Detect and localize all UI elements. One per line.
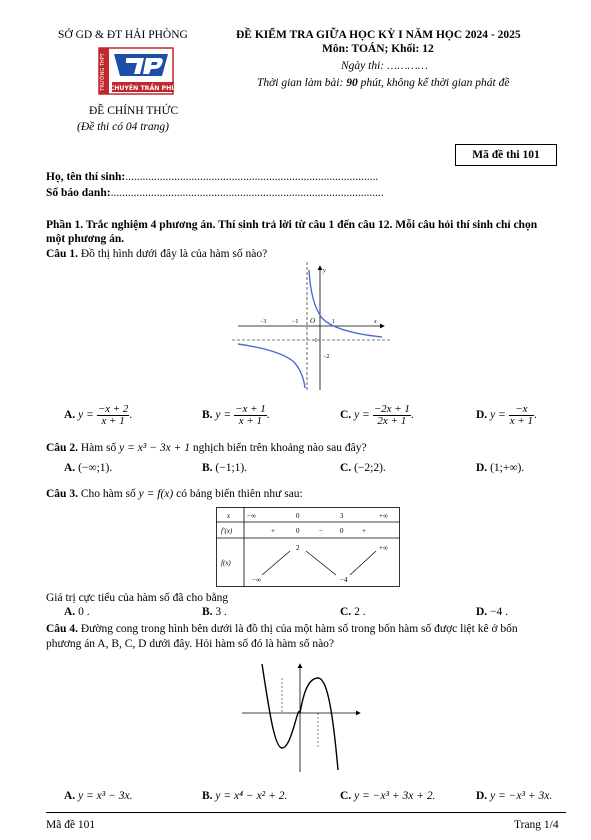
time-line: Thời gian làm bài: 90 phút, không kể thời gian phát đề — [257, 77, 510, 89]
q1-curve-left — [238, 344, 305, 388]
footer-code: Mã đề 101 — [46, 819, 96, 831]
q2-option-b[interactable]: B. (−1;1). — [202, 462, 248, 474]
q1-option-a[interactable]: A. y = $\frac{-x + 2}{x + 1}$ . — [64, 403, 133, 427]
q2-text: Câu 2. Hàm số y = x³ − 3x + 1 nghịch biến trên khoảng nào sau đây? — [46, 442, 367, 454]
q1-tick-neg2: −2 — [323, 354, 330, 360]
bbt-x-neg-inf: −∞ — [247, 512, 256, 520]
q4-option-d[interactable]: D. y = −x³ + 3x. — [476, 790, 553, 802]
q4-graph — [240, 662, 364, 774]
bbt-arrow-up-1 — [262, 551, 290, 575]
exam-code-box: Mã đề thi 101 — [455, 144, 557, 166]
q1-y-label: y — [323, 268, 326, 274]
q2-option-c[interactable]: C. (−2;2). — [340, 462, 386, 474]
q3-option-b[interactable]: B. 3 . — [202, 606, 227, 618]
exam-date: Ngày thi: ………… — [341, 60, 428, 72]
candidate-name-line: Họ, tên thí sinh:........................................................................................ — [46, 171, 379, 183]
subject-line: Môn: TOÁN; Khối: 12 — [322, 43, 434, 55]
part1-title-line1: Phần 1. Trắc nghiệm 4 phương án. Thí sinh trả lời từ câu 1 đến câu 12. Mỗi câu hỏi thí sinh chỉ chọn — [46, 219, 538, 231]
logo-text: CHUYÊN TRẦN PHÚ — [109, 85, 177, 92]
q1-origin-label: O — [310, 317, 316, 325]
q3-option-a[interactable]: A. 0 . — [64, 606, 90, 618]
bbt-f-max: 2 — [296, 544, 300, 552]
department-name: SỞ GD & ĐT HẢI PHÒNG — [58, 29, 188, 41]
q1-tick-m3: −3 — [260, 319, 267, 325]
logo-side-text: TRƯỜNG THPT — [100, 53, 106, 91]
bbt-zero-2: 0 — [340, 527, 344, 535]
q4-option-b[interactable]: B. y = x⁴ − x² + 2. — [202, 790, 288, 802]
q4-option-c[interactable]: C. y = −x³ + 3x + 2. — [340, 790, 436, 802]
bbt-f-label: f(x) — [221, 559, 231, 567]
q2-option-a[interactable]: A. (−∞;1). — [64, 462, 113, 474]
bbt-arrow-down — [306, 551, 336, 575]
q4-option-a[interactable]: A. y = x³ − 3x. — [64, 790, 133, 802]
q1-option-b[interactable]: B. y = $\frac{-x + 1}{x + 1}$ . — [202, 403, 270, 427]
bbt-f-min: −4 — [340, 576, 348, 584]
bbt-f-pos-inf: +∞ — [379, 544, 388, 552]
bbt-sign-1: + — [271, 527, 275, 535]
q1-option-d[interactable]: D. y = $\frac{-x}{x + 1}$ . — [476, 403, 537, 427]
candidate-id-line: Số báo danh:............................................................................................... — [46, 187, 384, 199]
bbt-sign-2: − — [319, 527, 323, 535]
footer-page: Trang 1/4 — [514, 819, 559, 831]
bbt-x-pos-inf: +∞ — [379, 512, 388, 520]
footer-rule — [46, 812, 566, 813]
bbt-f-neg-inf: −∞ — [252, 576, 261, 584]
exam-title: ĐỀ KIỂM TRA GIỮA HỌC KỲ I NĂM HỌC 2024 - 2025 — [236, 29, 521, 41]
q2-option-d[interactable]: D. (1;+∞). — [476, 462, 525, 474]
bbt-x-label: x — [227, 512, 231, 520]
q1-graph — [232, 262, 392, 392]
school-logo — [96, 46, 182, 98]
q1-x-label: x — [374, 319, 377, 325]
q3-text: Câu 3. Cho hàm số y = f(x) có bảng biến thiên như sau: — [46, 488, 303, 500]
bbt-deriv-label: f′(x) — [221, 527, 233, 535]
bbt-x-0: 0 — [296, 512, 300, 520]
bbt-x-3: 3 — [340, 512, 344, 520]
pages-note: (Đề thi có 04 trang) — [77, 121, 169, 133]
bbt-sign-3: + — [362, 527, 366, 535]
bbt-zero-1: 0 — [296, 527, 300, 535]
q4-text-line2: phương án A, B, C, D dưới đây. Hỏi hàm số đó là hàm số nào? — [46, 638, 335, 650]
q3-variation-table — [216, 507, 400, 587]
q1-tick-m1: −1 — [292, 319, 299, 325]
part1-title-line2: một phương án. — [46, 233, 125, 245]
q1-text: Câu 1. Đồ thị hình dưới đây là của hàm số nào? — [46, 248, 268, 260]
q3-option-d[interactable]: D. −4 . — [476, 606, 509, 618]
q1-tick-neg1: −1 — [311, 338, 318, 344]
q3-question: Giá trị cực tiểu của hàm số đã cho bằng — [46, 592, 229, 604]
q4-text-line1: Câu 4. Đường cong trong hình bên dưới là đồ thị của một hàm số trong bốn hàm số được liệt kê ở bốn — [46, 623, 518, 635]
bbt-arrow-up-2 — [350, 551, 376, 575]
official-label: ĐỀ CHÍNH THỨC — [89, 105, 179, 117]
q3-option-c[interactable]: C. 2 . — [340, 606, 366, 618]
q1-option-c[interactable]: C. y = $\frac{-2x + 1}{2x + 1}$ . — [340, 403, 414, 427]
q1-tick-p1: 1 — [332, 319, 335, 325]
